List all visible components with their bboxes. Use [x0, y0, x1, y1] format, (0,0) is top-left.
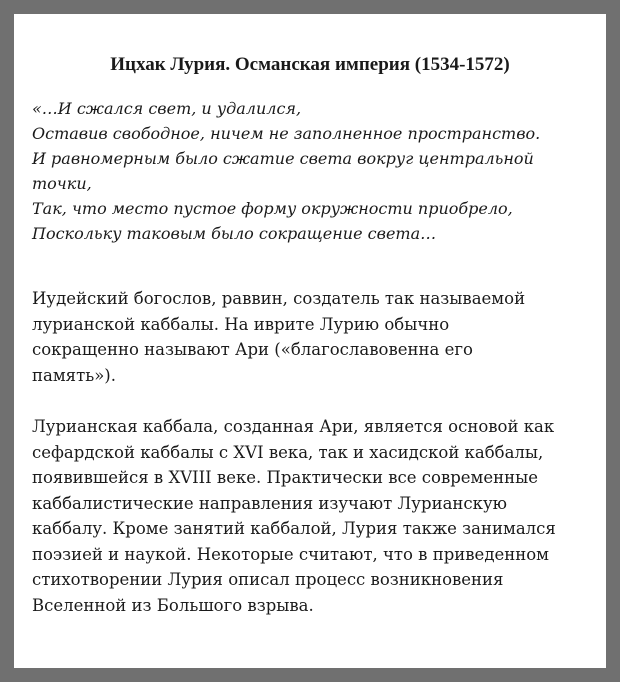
paragraph-line: Иудейский богослов, раввин, создатель так называемой	[32, 289, 526, 308]
paragraph-line: каббалистические направления изучают Лурианскую	[32, 493, 508, 513]
paragraph-line: каббалу. Кроме занятий каббалой, Лурия также занимался	[32, 519, 556, 538]
poem-line: Так, что место пустое форму окружности приобрело,	[32, 199, 513, 218]
kabbalah-paragraph	[32, 414, 592, 618]
paragraph-line: Лурианская каббала, созданная Ари, является основой как	[32, 417, 555, 436]
paragraph-line: память»).	[32, 365, 116, 385]
paragraph-line: Вселенной из Большого взрыва.	[32, 595, 314, 615]
poem-line: Поскольку таковым было сокращение света…	[32, 224, 437, 243]
article-card	[14, 14, 606, 668]
paragraph-line: поэзией и наукой. Некоторые считают, что в приведенном	[32, 544, 550, 564]
poem-line: точки,	[32, 174, 92, 193]
paragraph-line: стихотворении Лурия описал процесс возникновения	[32, 570, 504, 589]
paragraph-line: сефардской каббалы с XVI века, так и хасидской каббалы,	[32, 442, 544, 462]
poem-quote	[32, 96, 592, 246]
poem-line: Оставив свободное, ничем не заполненное пространство.	[32, 124, 541, 143]
poem-line: «…И сжался свет, и удалился,	[32, 99, 302, 118]
paragraph-line: появившейся в XVIII веке. Практически все современные	[32, 468, 539, 487]
article-title: Ицхак Лурия. Османская империя (1534-1572)	[110, 54, 510, 75]
poem-line: И равномерным было сжатие света вокруг центральной	[32, 149, 534, 168]
paragraph-line: сокращенно называют Ари («благославовенна его	[32, 340, 473, 359]
paragraph-line: лурианской каббалы. На иврите Лурию обычно	[32, 314, 450, 334]
biography-paragraph	[32, 286, 592, 388]
